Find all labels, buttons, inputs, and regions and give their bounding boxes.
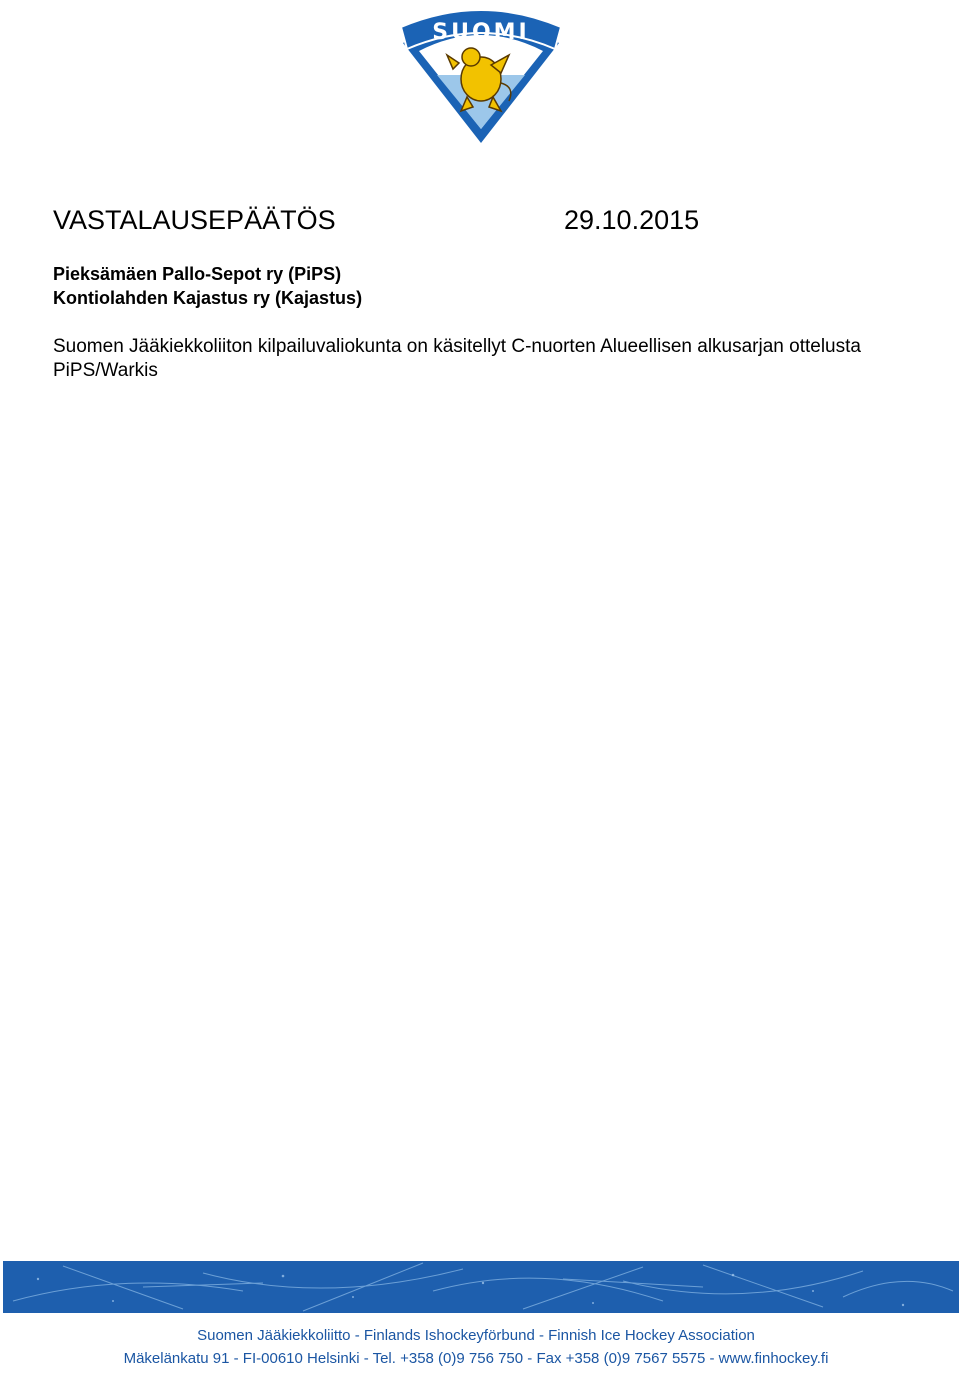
parties-list [53, 262, 362, 310]
ice-texture-icon [3, 1261, 959, 1313]
intro-paragraph: Suomen Jääkiekkoliiton kilpailuvaliokunta on käsitellyt C-nuorten Alueellisen alkusarjan ottelusta PiPS/Warkis [53, 336, 861, 381]
party-item: Pieksämäen Pallo-Sepot ry (PiPS) [53, 264, 342, 284]
footer-ice-band [3, 1261, 959, 1313]
title-row [53, 200, 713, 240]
footer-organization: Suomen Jääkiekkoliitto - Finlands Ishockeyförbund - Finnish Ice Hockey Association [197, 1327, 755, 1344]
document-date: 29.10.2015 [564, 205, 700, 235]
footer-contact: Mäkelänkatu 91 - FI-00610 Helsinki - Tel. +358 (0)9 756 750 - Fax +358 (0)9 7567 5575 - www.finhockey.fi [123, 1350, 829, 1367]
suomi-logo [397, 5, 565, 145]
suomi-shield-icon [397, 5, 565, 145]
logo-text: SUOMI [432, 20, 530, 45]
party-item: Kontiolahden Kajastus ry (Kajastus) [53, 288, 363, 308]
document-title: VASTALAUSEPÄÄTÖS [53, 205, 336, 235]
